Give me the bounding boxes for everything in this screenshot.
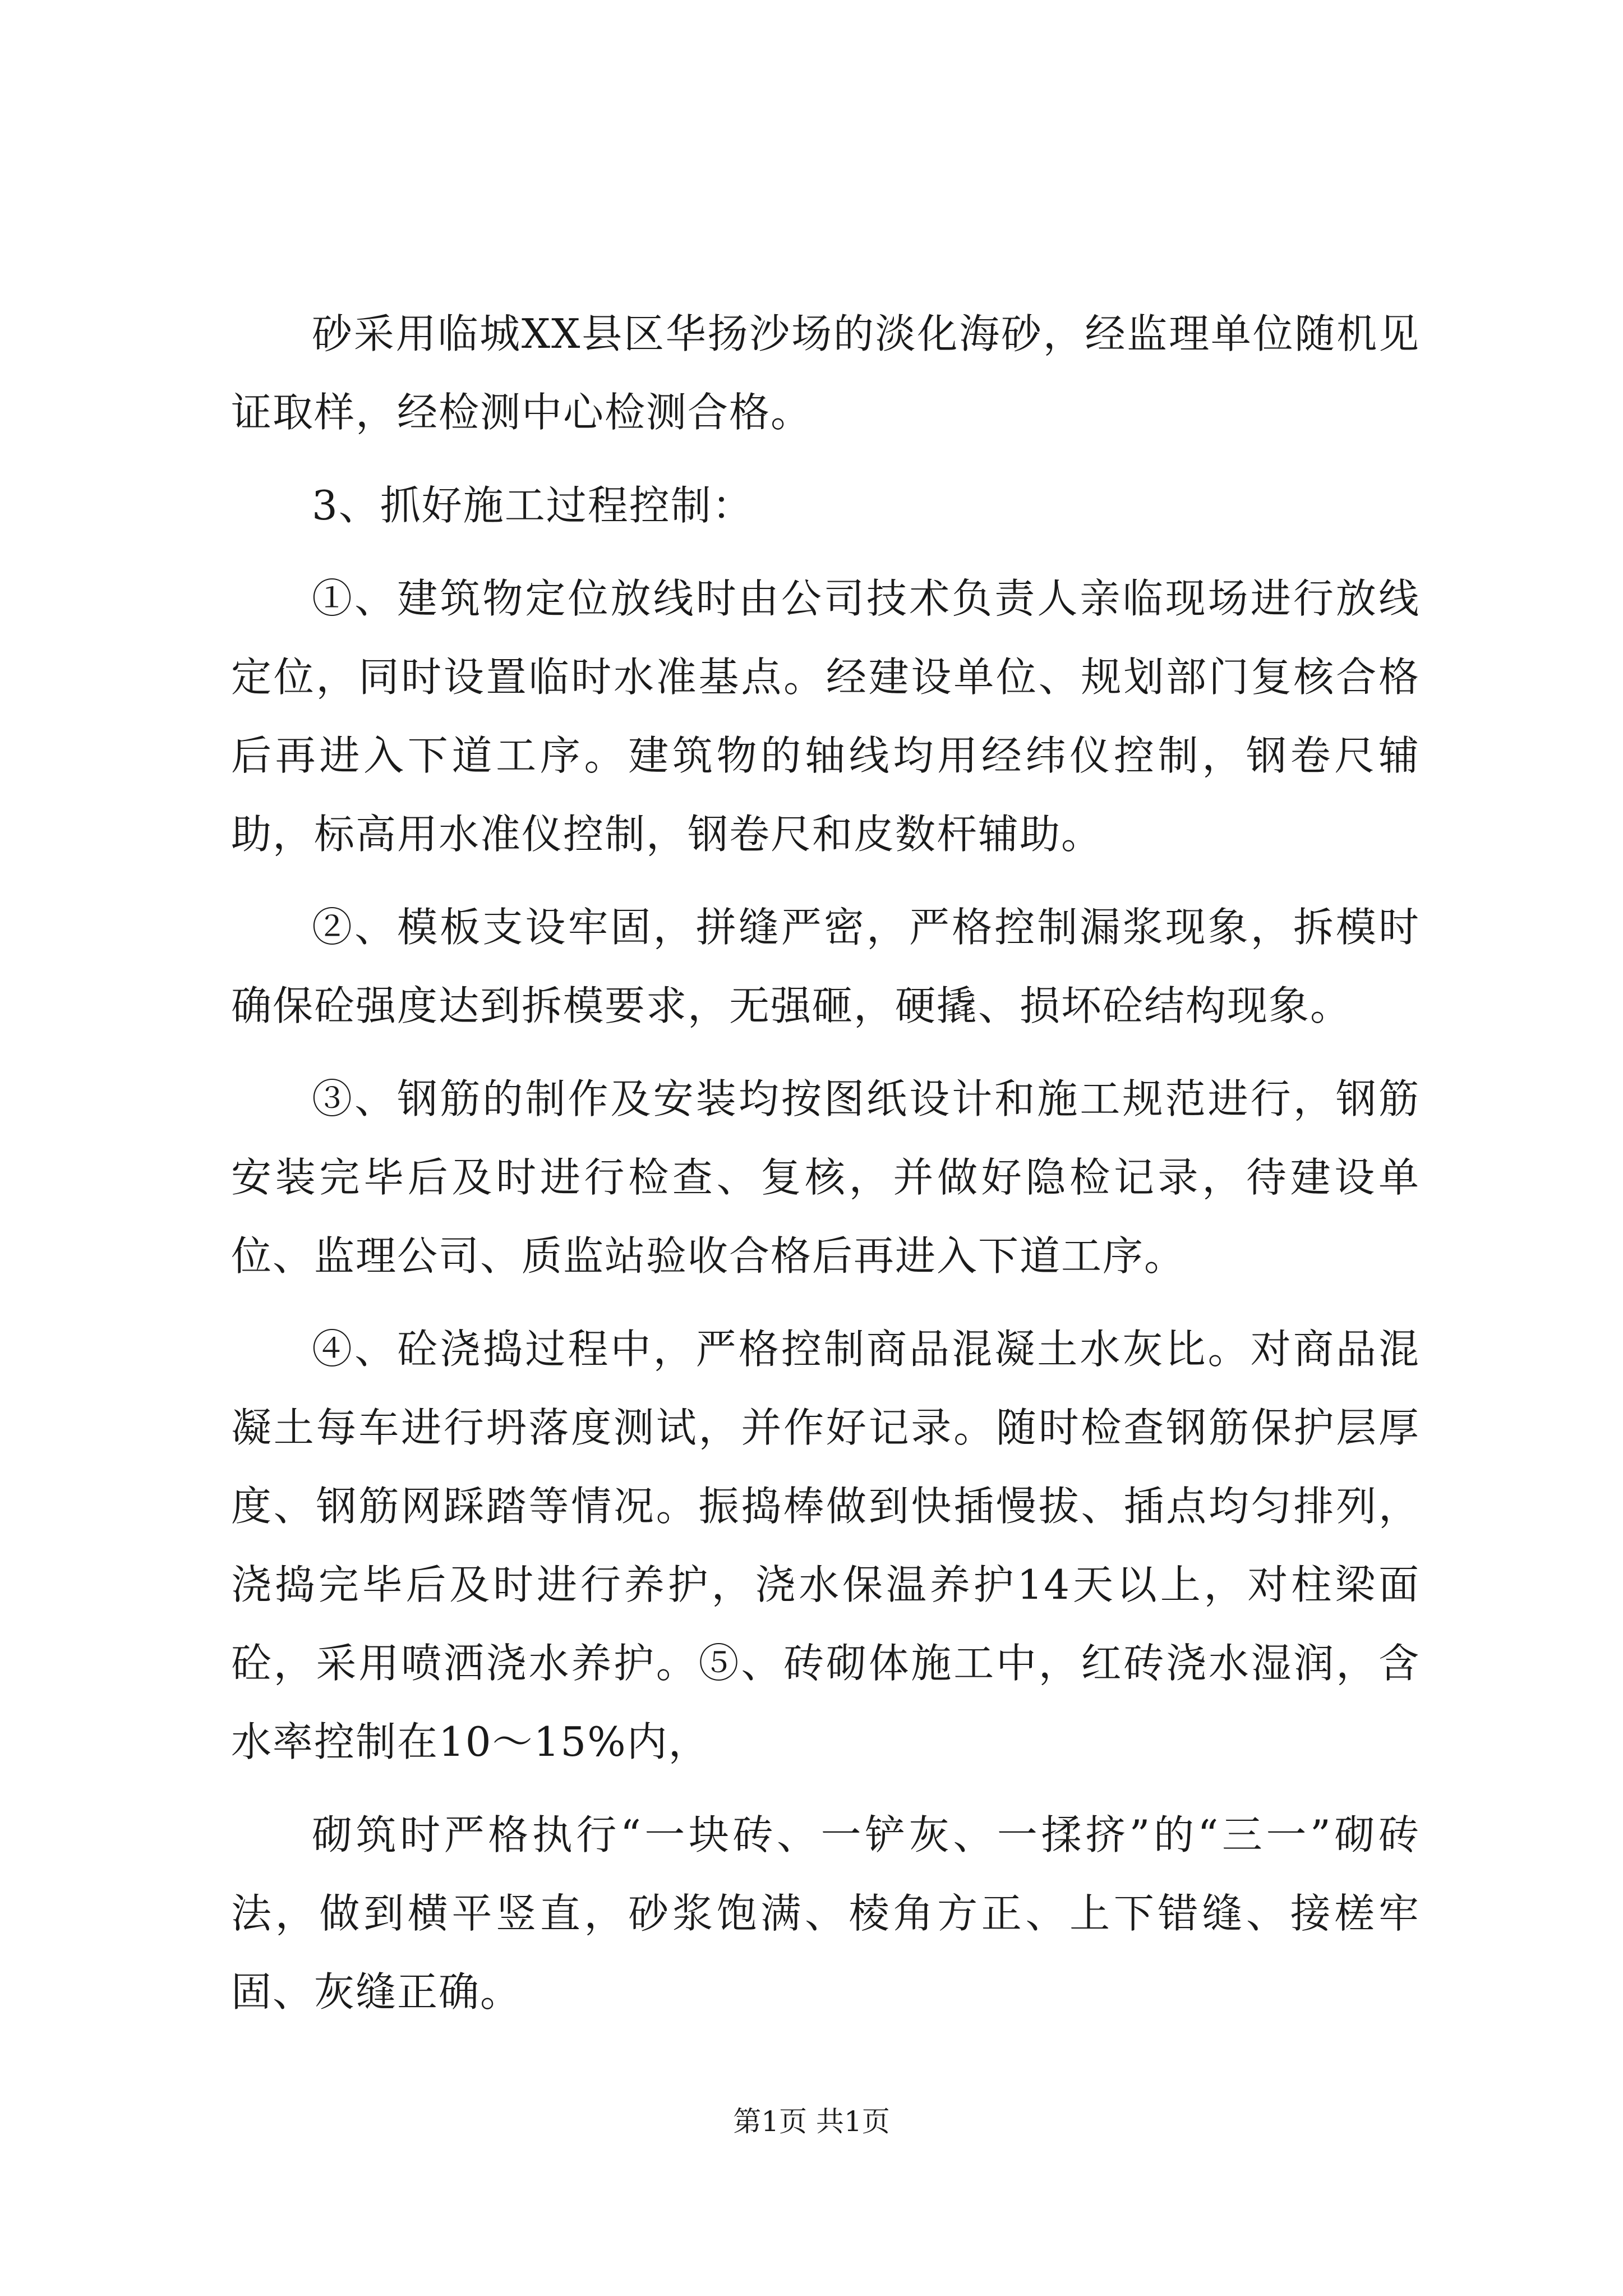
paragraph-item-4-concrete: ④、砼浇捣过程中，严格控制商品混凝土水灰比。对商品混凝土每车进行坍落度测试，并作好记录。随时检查钢筋保护层厚度、钢筋网踩踏等情况。振捣棒做到快插慢拔、插点均匀排列，浇捣完毕后及时进行养护，浇水保温养护14天以上，对柱梁面砼，采用喷洒浇水养护。⑤、砖砌体施工中，红砖浇水湿润，含水率控制在10～15%内， [231,1326,1420,1765]
paragraph-process-control-heading: 3、抓好施工过程控制： [312,482,754,529]
page-footer: 第1页 共1页 [733,2105,890,2138]
document-body [231,295,1420,2031]
paragraph-item-3-rebar: ③、钢筋的制作及安装均按图纸设计和施工规范进行，钢筋安装完毕后及时进行检查、复核，并做好隐检记录，待建设单位、监理公司、质监站验收合格后再进入下道工序。 [231,1075,1420,1280]
paragraph-item-1-layout: ①、建筑物定位放线时由公司技术负责人亲临现场进行放线定位，同时设置临时水准基点。经建设单位、规划部门复核合格后再进入下道工序。建筑物的轴线均用经纬仪控制，钢卷尺辅助，标高用水准仪控制，钢卷尺和皮数杆辅助。 [231,575,1420,858]
paragraph-item-2-formwork: ②、模板支设牢固，拼缝严密，严格控制漏浆现象，拆模时确保砼强度达到拆模要求，无强砸，硬撬、损坏砼结构现象。 [231,904,1420,1029]
paragraph-sand-material: 砂采用临城XX县区华扬沙场的淡化海砂，经监理单位随机见证取样，经检测中心检测合格。 [231,310,1420,436]
paragraph-masonry-method: 砌筑时严格执行“一块砖、一铲灰、一揉挤”的“三一”砌砖法，做到横平竖直，砂浆饱满、棱角方正、上下错缝、接槎牢固、灰缝正确。 [231,1811,1420,2016]
